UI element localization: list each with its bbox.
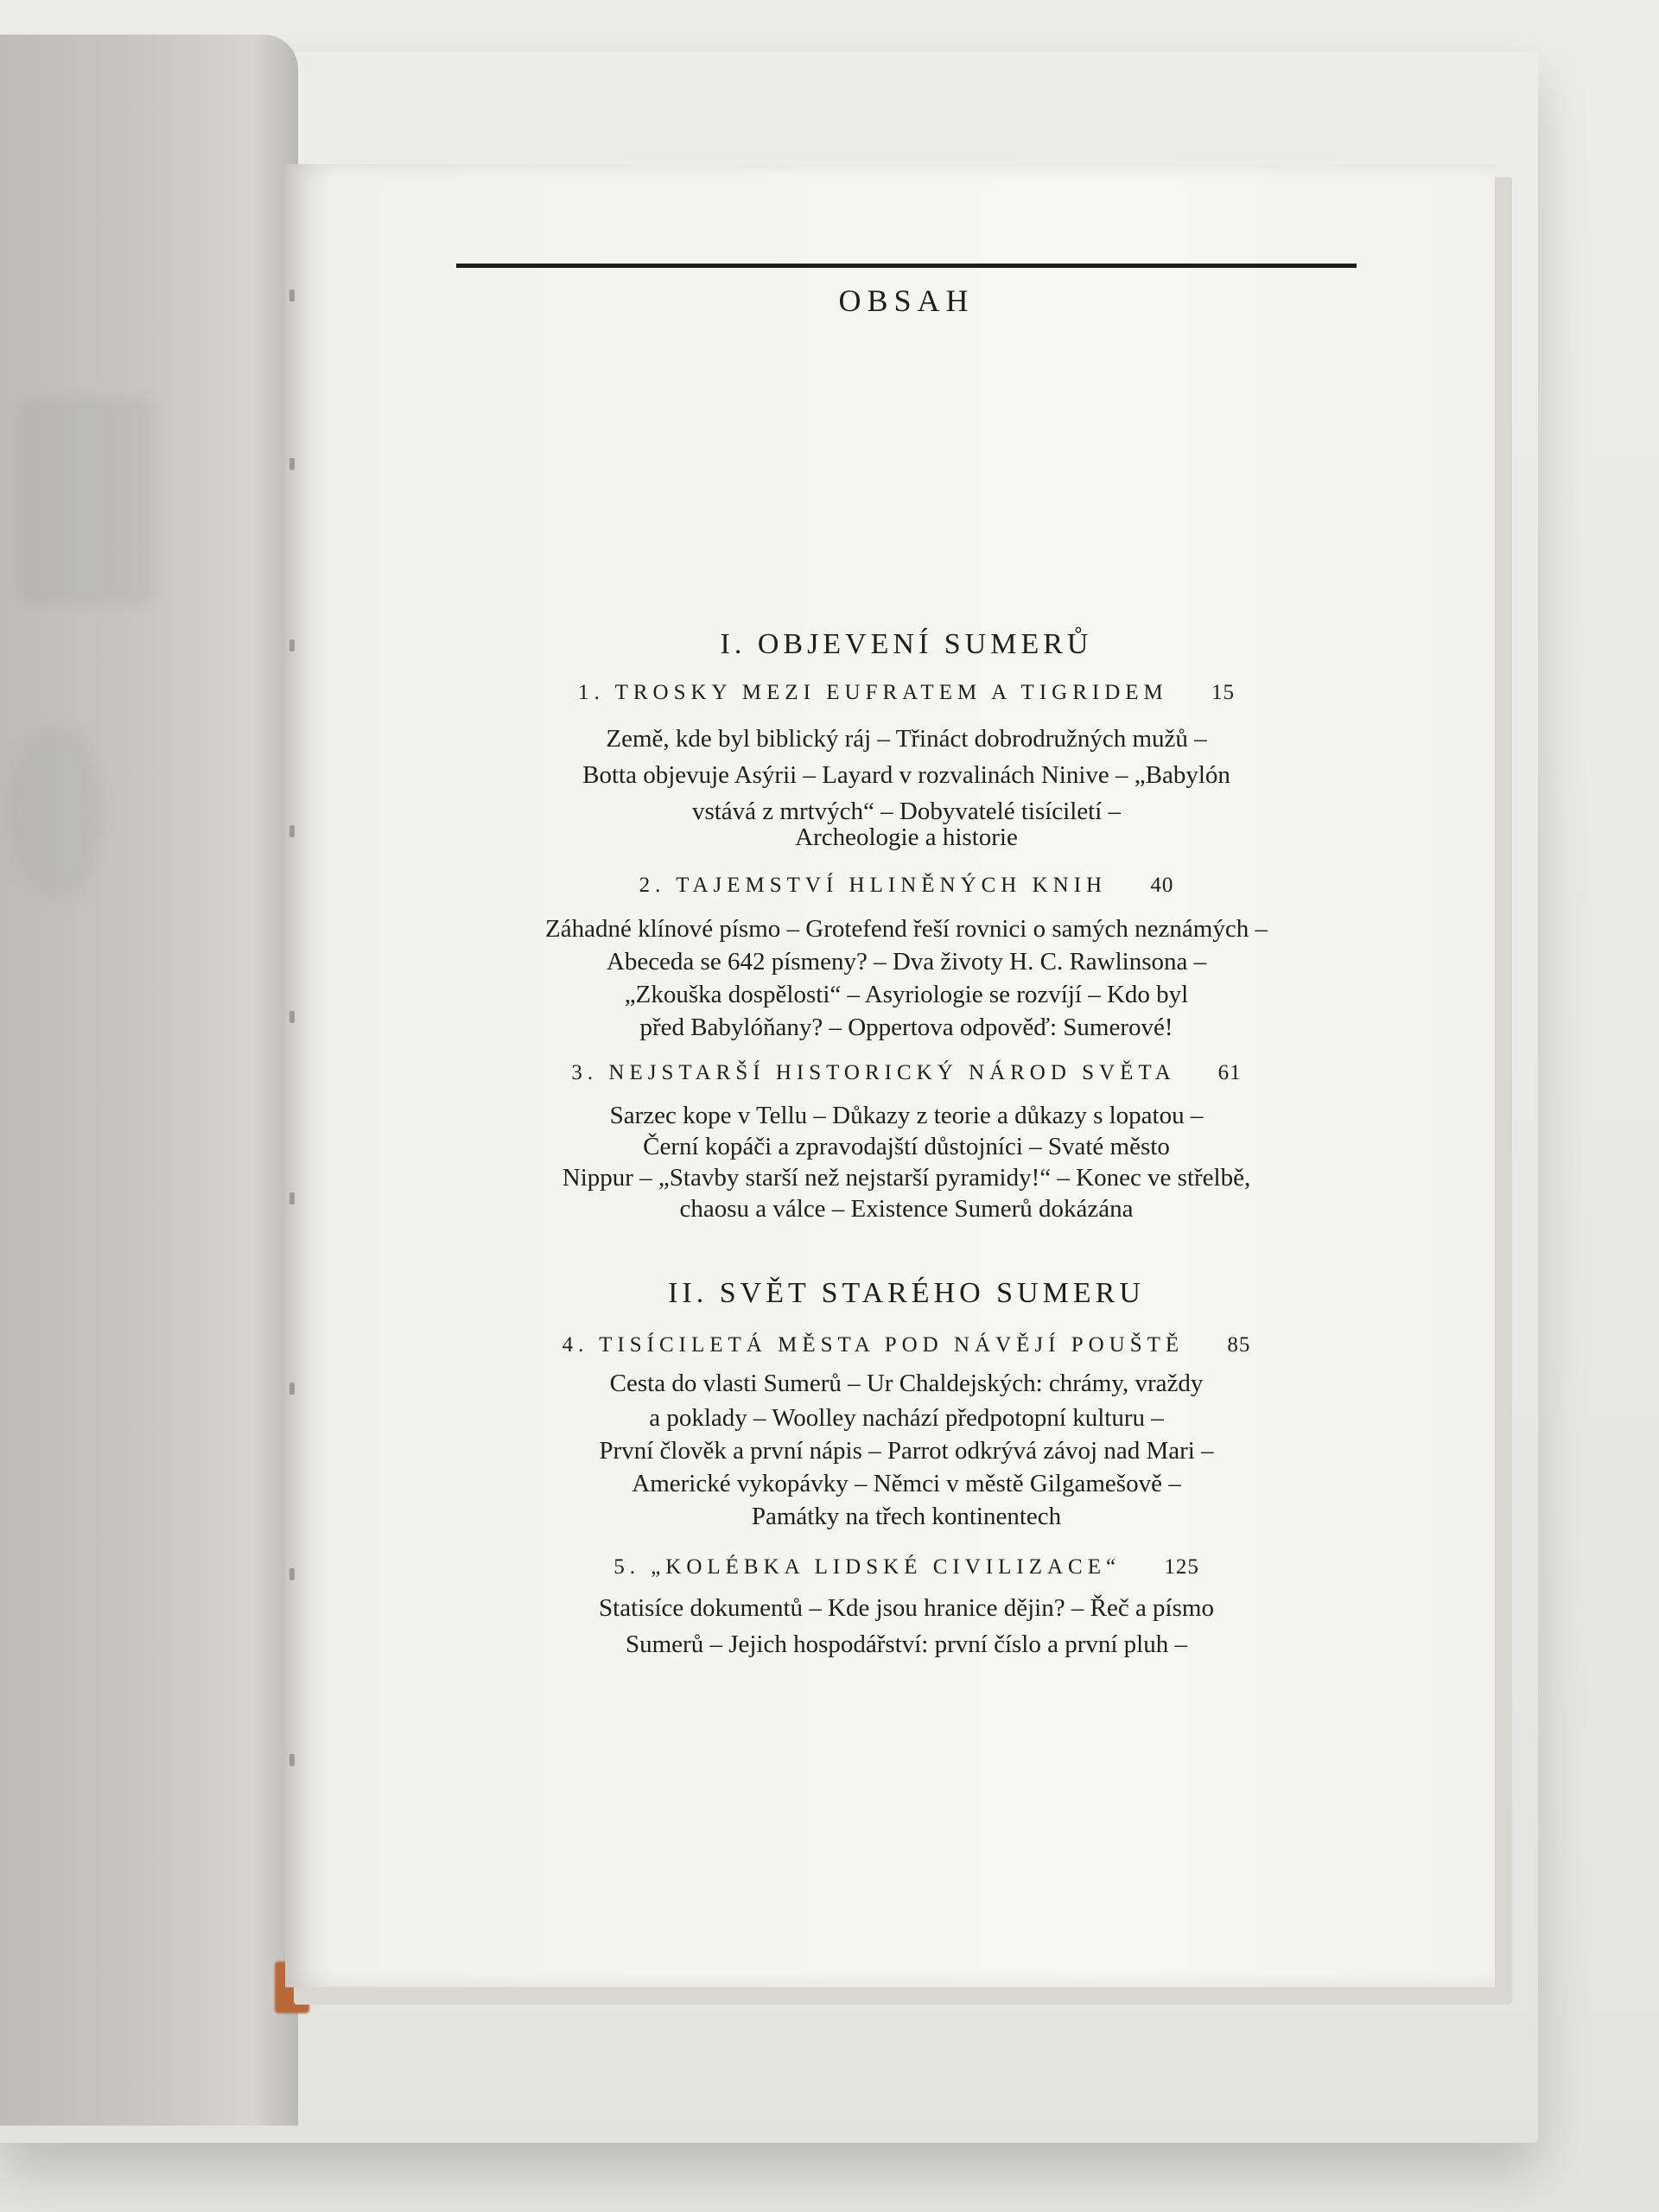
chapter-heading — [456, 1061, 1357, 1085]
chapter-summary-line: Archeologie a historie — [795, 823, 1018, 851]
chapter-summary-line: Země, kde byl biblický ráj – Třináct dobrodružných mužů – — [606, 725, 1207, 753]
binding-stitch — [289, 1568, 295, 1580]
left-page — [0, 35, 298, 2126]
chapter-page-number: 15 — [1211, 681, 1235, 704]
chapter-summary-line: vstává z mrtvých“ – Dobyvatelé tisíciletí – — [691, 798, 1122, 825]
binding-stitch — [289, 1382, 295, 1395]
binding-stitch — [289, 639, 295, 652]
chapter-number: 3. — [571, 1061, 599, 1084]
chapter-title: NEJSTARŠÍ HISTORICKÝ NÁROD SVĚTA — [608, 1061, 1175, 1084]
chapter-title: TROSKY MEZI EUFRATEM A TIGRIDEM — [614, 681, 1168, 704]
chapter-heading — [456, 1555, 1357, 1580]
chapter-summary-line: Americké vykopávky – Němci v městě Gilgamešově – — [632, 1470, 1181, 1497]
chapter-summary-line: Černí kopáči a zpravodajští důstojníci – Svaté město — [643, 1133, 1170, 1160]
chapter-page-number: 61 — [1217, 1061, 1242, 1084]
binding-stitch — [289, 458, 295, 470]
chapter-title: TAJEMSTVÍ HLINĚNÝCH KNIH — [676, 874, 1108, 897]
chapter-summary-line: Památky na třech kontinentech — [751, 1503, 1062, 1530]
chapter-title: „KOLÉBKA LIDSKÉ CIVILIZACE“ — [651, 1555, 1122, 1579]
chapter-summary-line: Cesta do vlasti Sumerů – Ur Chaldejských: chrámy, vraždy — [609, 1370, 1204, 1397]
chapter-summary-line: Nippur – „Stavby starší než nejstarší pyramidy!“ – Konec ve střelbě, — [562, 1164, 1251, 1192]
chapter-page-number: 40 — [1150, 874, 1174, 897]
binding-stitch — [289, 1754, 295, 1766]
chapter-summary-line: První člověk a první nápis – Parrot odkrývá závoj nad Mari – — [599, 1437, 1214, 1465]
chapter-number: 4. — [562, 1333, 589, 1357]
chapter-number: 2. — [639, 874, 666, 897]
chapter-heading — [456, 681, 1357, 705]
chapter-summary-line: Záhadné klínové písmo – Grotefend řeší rovnici o samých neznámých – — [545, 915, 1268, 943]
binding-stitch — [289, 825, 295, 837]
part-title: I. OBJEVENÍ SUMERŮ — [720, 628, 1093, 660]
chapter-summary-line: Abeceda se 642 písmeny? – Dva životy H. C. Rawlinsona – — [606, 948, 1207, 976]
chapter-heading — [456, 874, 1357, 898]
part-title: II. SVĚT STARÉHO SUMERU — [668, 1277, 1145, 1309]
chapter-heading — [456, 1333, 1357, 1357]
page-title: OBSAH — [838, 283, 975, 318]
chapter-summary-line: Sumerů – Jejich hospodářství: první číslo a první pluh – — [625, 1630, 1187, 1658]
chapter-page-number: 85 — [1227, 1333, 1251, 1357]
chapter-page-number: 125 — [1164, 1555, 1199, 1579]
chapter-summary-line: a poklady – Woolley nachází předpotopní kulturu – — [649, 1404, 1164, 1432]
left-page-ghost-print — [17, 397, 156, 605]
chapter-summary-line: „Zkouška dospělosti“ – Asyriologie se rozvíjí – Kdo byl — [624, 981, 1189, 1008]
chapter-number: 1. — [578, 681, 605, 704]
left-page-ghost-print-2 — [9, 726, 104, 899]
chapter-summary-line: Statisíce dokumentů – Kde jsou hranice dějin? – Řeč a písmo — [599, 1594, 1214, 1622]
chapter-summary-line: Sarzec kope v Tellu – Důkazy z teorie a důkazy s lopatou – — [609, 1102, 1204, 1129]
chapter-number: 5. — [613, 1555, 640, 1579]
binding-stitch — [289, 1192, 295, 1205]
chapter-summary-line: před Babylóňany? – Oppertova odpověď: Sumerové! — [639, 1014, 1173, 1041]
binding-stitch — [289, 1011, 295, 1023]
chapter-summary-line: chaosu a válce – Existence Sumerů dokázána — [679, 1195, 1134, 1223]
binding-stitch — [289, 289, 295, 302]
heading-rule — [456, 264, 1357, 268]
chapter-title: TISÍCILETÁ MĚSTA POD NÁVĚJÍ POUŠTĚ — [599, 1333, 1185, 1357]
chapter-summary-line: Botta objevuje Asýrii – Layard v rozvalinách Ninive – „Babylón — [582, 761, 1230, 789]
